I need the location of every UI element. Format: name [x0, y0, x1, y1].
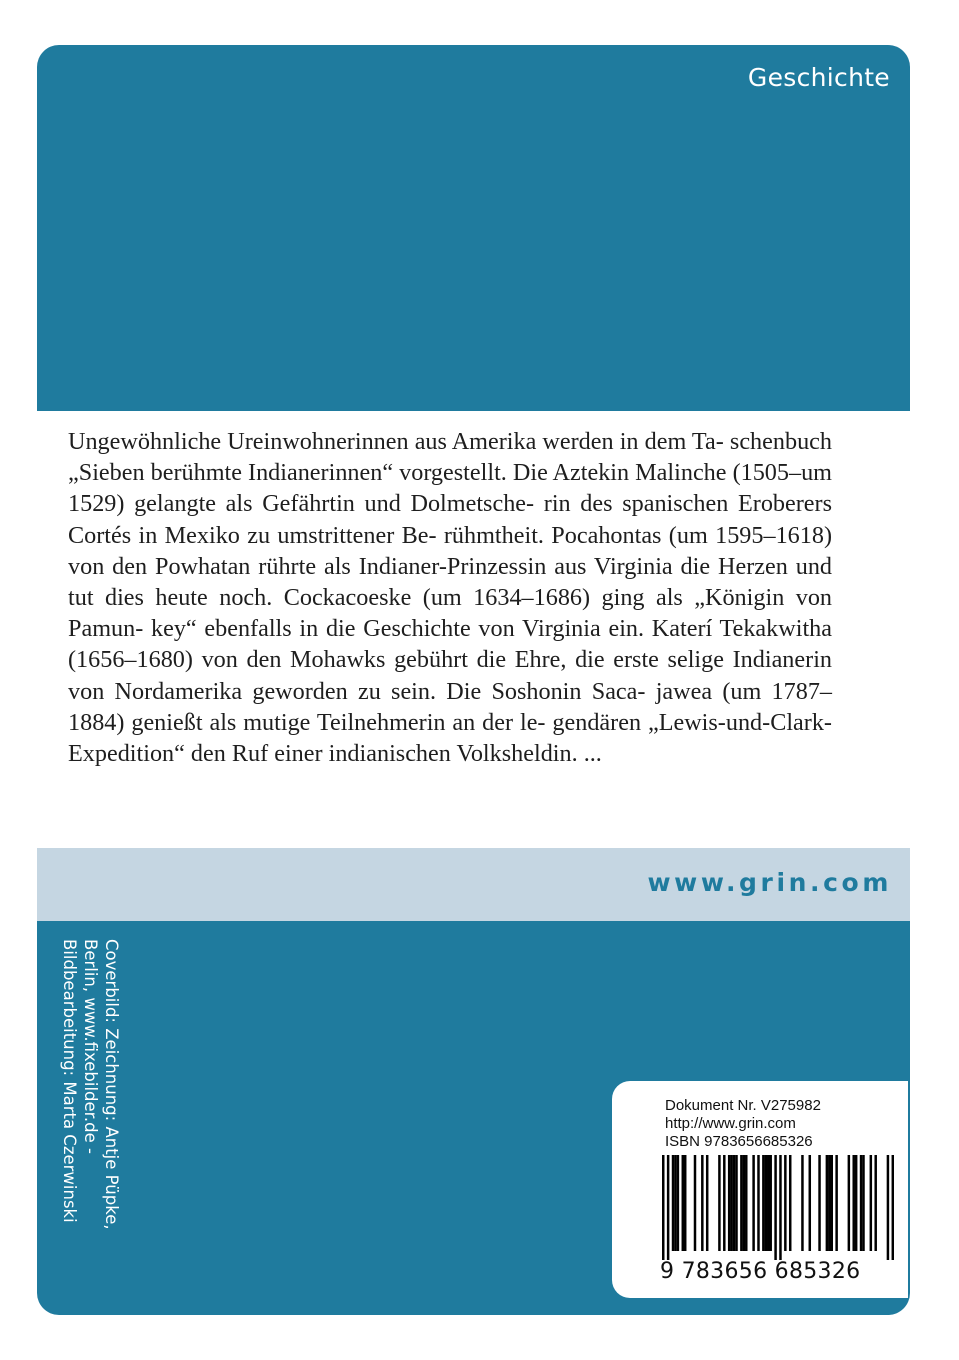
- barcode-bar: [818, 1155, 820, 1251]
- barcode-bar: [718, 1155, 720, 1251]
- barcode-bar: [828, 1155, 830, 1251]
- blurb-line: Ungewöhnliche Ureinwohnerinnen aus Amerika werden in dem Ta-: [68, 428, 724, 455]
- barcode-bar: [801, 1155, 803, 1251]
- blurb-line: Malinche (1505–um 1529) gelangte als Gefährtin und Dolmetsche-: [68, 459, 832, 518]
- barcode-guard-bar: [662, 1155, 664, 1260]
- barcode-bar: [677, 1155, 679, 1251]
- barcode-guard-bar: [774, 1155, 776, 1260]
- barcode-bar: [855, 1155, 857, 1251]
- barcode-bar: [743, 1155, 745, 1251]
- barcode-bar: [682, 1155, 684, 1251]
- document-info: [665, 1097, 821, 1151]
- barcode-bar: [870, 1155, 872, 1251]
- blurb-line: Indianerin von Nordamerika geworden zu sein. Die Soshonin Saca-: [68, 646, 833, 705]
- barcode-bar: [730, 1155, 732, 1251]
- barcode-bar: [684, 1155, 686, 1251]
- blurb-line: key“ ebenfalls in die Geschichte von Virginia ein. Katerí Tekakwitha: [150, 615, 832, 643]
- barcode-bar: [826, 1155, 828, 1251]
- barcode-bar: [672, 1155, 674, 1251]
- isbn-text: ISBN 9783656685326: [665, 1133, 813, 1150]
- barcode-bar: [809, 1155, 811, 1251]
- credit-line: Berlin, www.fixebilder.de -: [81, 939, 100, 1154]
- barcode-bar: [674, 1155, 676, 1251]
- barcode-bar: [757, 1155, 759, 1251]
- barcode-bar: [728, 1155, 730, 1251]
- top-color-panel: [37, 45, 910, 411]
- barcode-bar: [784, 1155, 786, 1251]
- barcode-guard-bar: [887, 1155, 889, 1260]
- barcode-bar: [831, 1155, 833, 1251]
- barcode-bar: [860, 1155, 862, 1251]
- barcode-bar: [752, 1155, 754, 1251]
- barcode-bar: [706, 1155, 708, 1251]
- barcode-bar: [762, 1155, 764, 1251]
- book-blurb: [68, 426, 832, 769]
- barcode-bar: [740, 1155, 742, 1251]
- credit-line: Bildbearbeitung: Marta Czerwinski: [60, 939, 79, 1223]
- blurb-line: jawea (um 1787–1884) genießt als mutige Teilnehmerin an der le-: [68, 677, 833, 736]
- barcode-bar: [852, 1155, 854, 1251]
- blurb-line: (1656–1680) von den Mohawks gebührt die Ehre, die erste selige: [68, 646, 724, 674]
- barcode-bar: [789, 1155, 791, 1251]
- barcode-bar: [835, 1155, 837, 1251]
- blurb-line: rühmtheit. Pocahontas (um 1595–1618) von den Powhatan rührte: [68, 521, 833, 580]
- blurb-line: Volksheldin. ...: [456, 740, 602, 768]
- blurb-line: noch. Cockacoeske (um 1634–1686) ging als „Königin von Pamun-: [68, 584, 833, 643]
- barcode-bar: [848, 1155, 850, 1251]
- blurb-line: gendären „Lewis-und-Clark-Expedition“ den Ruf einer indianischen: [68, 708, 832, 768]
- document-url: http://www.grin.com: [665, 1115, 796, 1132]
- website-label: www.grin.com: [647, 868, 892, 897]
- barcode-bar: [745, 1155, 747, 1251]
- barcode-bar: [701, 1155, 703, 1251]
- barcode-bar: [733, 1155, 735, 1251]
- barcode-bar: [767, 1155, 769, 1251]
- barcode-guard-bar: [779, 1155, 781, 1260]
- credit-line: Coverbild: Zeichnung: Antje Püpke,: [102, 939, 121, 1230]
- cover-credit: [56, 939, 122, 1239]
- category-label: Geschichte: [747, 63, 890, 92]
- barcode-box: [612, 1081, 908, 1298]
- barcode-digits: 9 783656 685326: [660, 1259, 861, 1284]
- barcode-bar: [723, 1155, 725, 1251]
- barcode-bar: [694, 1155, 696, 1251]
- barcode-guard-bar: [667, 1155, 669, 1260]
- isbn-barcode: [662, 1155, 894, 1260]
- document-number: Dokument Nr. V275982: [665, 1097, 821, 1114]
- barcode-bar: [769, 1155, 771, 1251]
- barcode-bar: [765, 1155, 767, 1251]
- barcode-guard-bar: [892, 1155, 894, 1260]
- barcode-bar: [874, 1155, 876, 1251]
- barcode-bar: [735, 1155, 737, 1251]
- barcode-bar: [862, 1155, 864, 1251]
- website-band: [37, 848, 910, 921]
- blurb-line: rin des spanischen Eroberers Cortés in Mexiko zu umstrittener Be-: [68, 490, 833, 549]
- blurb-line: schenbuch „Sieben berühmte Indianerinnen“ vorgestellt. Die Aztekin: [68, 428, 832, 487]
- blurb-line: als Indianer-Prinzessin aus Virginia die Herzen und tut dies heute: [68, 552, 833, 612]
